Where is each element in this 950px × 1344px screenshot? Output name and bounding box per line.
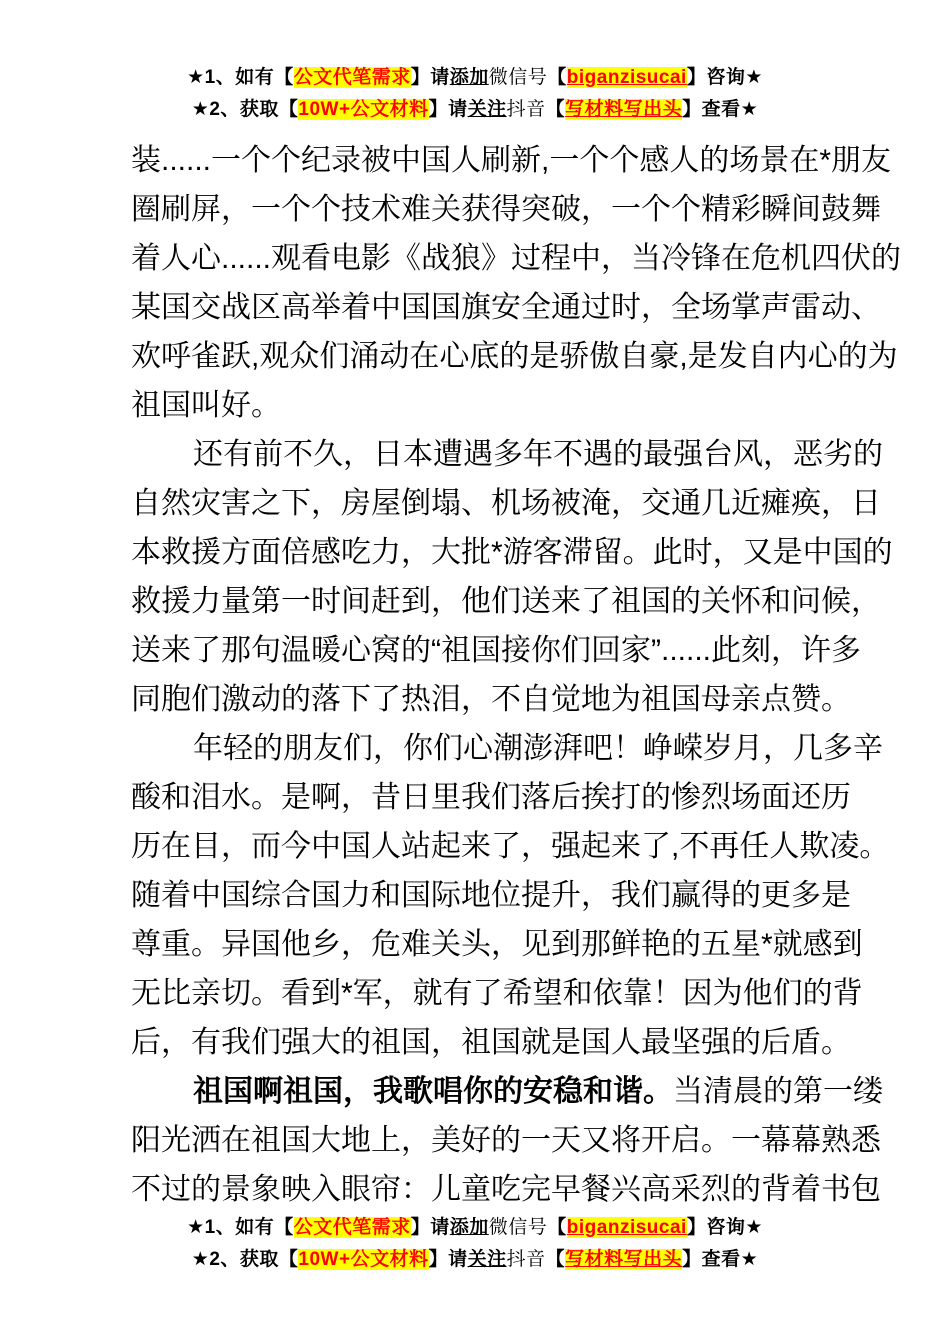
- body-text: 救援力量第一时间赶到，他们送来了祖国的关怀和问候，: [131, 585, 881, 618]
- highlighted-contact-text: 公文代笔需求: [293, 1217, 411, 1238]
- notice-text: 【: [545, 99, 566, 120]
- body-line: [131, 969, 863, 1018]
- header-notice-line-1: [0, 62, 950, 94]
- body-line: [131, 528, 893, 577]
- body-text-bold: 祖国啊祖国，我歌唱你的安稳和谐。: [193, 1075, 673, 1108]
- header-notice-line-2: [0, 94, 950, 126]
- body-line: [131, 234, 902, 283]
- body-text: 着人心......观看电影《战狼》过程中，当冷锋在危机四伏的: [131, 242, 902, 275]
- body-line: [131, 871, 851, 920]
- body-text: 同胞们激动的落下了热泪，不自觉地为祖国母亲点赞。: [131, 683, 851, 716]
- body-text: 装......一个个纪录被中国人刷新,一个个感人的场景在*朋友: [131, 144, 892, 177]
- body-line: [131, 185, 881, 234]
- body-text: 酸和泪水。是啊，昔日里我们落后挨打的惨烈场面还历: [131, 781, 851, 814]
- highlighted-contact-text: biganzisucai: [566, 67, 687, 88]
- footer-notice-line-2: [0, 1244, 950, 1276]
- highlighted-contact-text: 10W+公文材料: [298, 1249, 429, 1270]
- notice-text: ★2、获取【: [191, 99, 299, 120]
- body-line: [131, 724, 883, 773]
- body-line: [131, 1116, 881, 1165]
- body-line: [131, 920, 863, 969]
- body-text: 无比亲切。看到*军，就有了希望和依靠！因为他们的背: [131, 977, 863, 1010]
- notice-text: 】咨询★: [686, 67, 763, 88]
- body-text: 后，有我们强大的祖国，祖国就是国人最坚强的后盾。: [131, 1026, 851, 1059]
- body-text: 还有前不久，日本遭遇多年不遇的最强台风，恶劣的: [193, 438, 883, 471]
- notice-text: 】请: [410, 1217, 450, 1238]
- notice-text: 】查看★: [682, 99, 759, 120]
- notice-text: 抖音: [506, 1249, 546, 1270]
- highlighted-contact-text: 写材料写出头: [565, 1249, 683, 1270]
- body-line: [131, 577, 881, 626]
- notice-text: 】请: [428, 1249, 468, 1270]
- notice-text: 】请: [410, 67, 450, 88]
- notice-text: ★1、如有【: [187, 67, 294, 88]
- notice-text: 抖音: [506, 99, 546, 120]
- notice-text: 关注: [467, 99, 507, 120]
- body-line: [131, 675, 851, 724]
- highlighted-contact-text: biganzisucai: [566, 1217, 687, 1238]
- notice-text: 微信号: [488, 67, 548, 88]
- notice-text: 】查看★: [682, 1249, 759, 1270]
- body-line: [131, 479, 881, 528]
- body-line: [131, 1165, 881, 1214]
- body-line: [131, 430, 883, 479]
- body-text: 某国交战区高举着中国国旗安全通过时，全场掌声雷动、: [131, 291, 881, 324]
- highlighted-contact-text: 10W+公文材料: [298, 99, 429, 120]
- body-text: 随着中国综合国力和国际地位提升，我们赢得的更多是: [131, 879, 851, 912]
- notice-text: 【: [547, 1217, 567, 1238]
- highlighted-contact-text: 公文代笔需求: [293, 67, 411, 88]
- body-text: 欢呼雀跃,观众们涌动在心底的是骄傲自豪,是发自内心的为: [131, 340, 898, 373]
- notice-text: 添加: [449, 67, 489, 88]
- body-text: 祖国叫好。: [131, 389, 281, 422]
- notice-text: 关注: [467, 1249, 507, 1270]
- footer-notice-line-1: [0, 1212, 950, 1244]
- body-line: [131, 283, 881, 332]
- body-text: 历在目，而今中国人站起来了，强起来了,不再任人欺凌。: [131, 830, 890, 863]
- notice-text: 】请: [428, 99, 468, 120]
- notice-text: 】咨询★: [686, 1217, 763, 1238]
- body-line: [131, 1018, 851, 1067]
- notice-text: ★2、获取【: [191, 1249, 299, 1270]
- body-text: 自然灾害之下，房屋倒塌、机场被淹，交通几近瘫痪，日: [131, 487, 881, 520]
- notice-text: 微信号: [488, 1217, 548, 1238]
- body-line: [131, 773, 851, 822]
- body-text: 当清晨的第一缕: [673, 1075, 883, 1108]
- body-line: [131, 332, 898, 381]
- document-body: [131, 136, 902, 1214]
- highlighted-contact-text: 写材料写出头: [565, 99, 683, 120]
- notice-text: 【: [545, 1249, 566, 1270]
- body-line: [131, 1067, 883, 1116]
- notice-text: 添加: [449, 1217, 489, 1238]
- header-notice: [0, 62, 950, 126]
- body-line: [131, 626, 861, 675]
- body-line: [131, 822, 890, 871]
- body-text: 年轻的朋友们，你们心潮澎湃吧！峥嵘岁月，几多辛: [193, 732, 883, 765]
- body-text: 本救援方面倍感吃力，大批*游客滞留。此时，又是中国的: [131, 536, 893, 569]
- footer-notice: [0, 1212, 950, 1276]
- notice-text: ★1、如有【: [187, 1217, 294, 1238]
- body-text: 圈刷屏，一个个技术难关获得突破，一个个精彩瞬间鼓舞: [131, 193, 881, 226]
- body-line: [131, 136, 892, 185]
- notice-text: 【: [547, 67, 567, 88]
- body-line: [131, 381, 823, 430]
- body-text: 不过的景象映入眼帘：儿童吃完早餐兴高采烈的背着书包: [131, 1173, 881, 1206]
- body-text: 送来了那句温暖心窝的“祖国接你们回家”......此刻，许多: [131, 634, 861, 667]
- body-text: 尊重。异国他乡，危难关头，见到那鲜艳的五星*就感到: [131, 928, 863, 961]
- body-text: 阳光洒在祖国大地上，美好的一天又将开启。一幕幕熟悉: [131, 1124, 881, 1157]
